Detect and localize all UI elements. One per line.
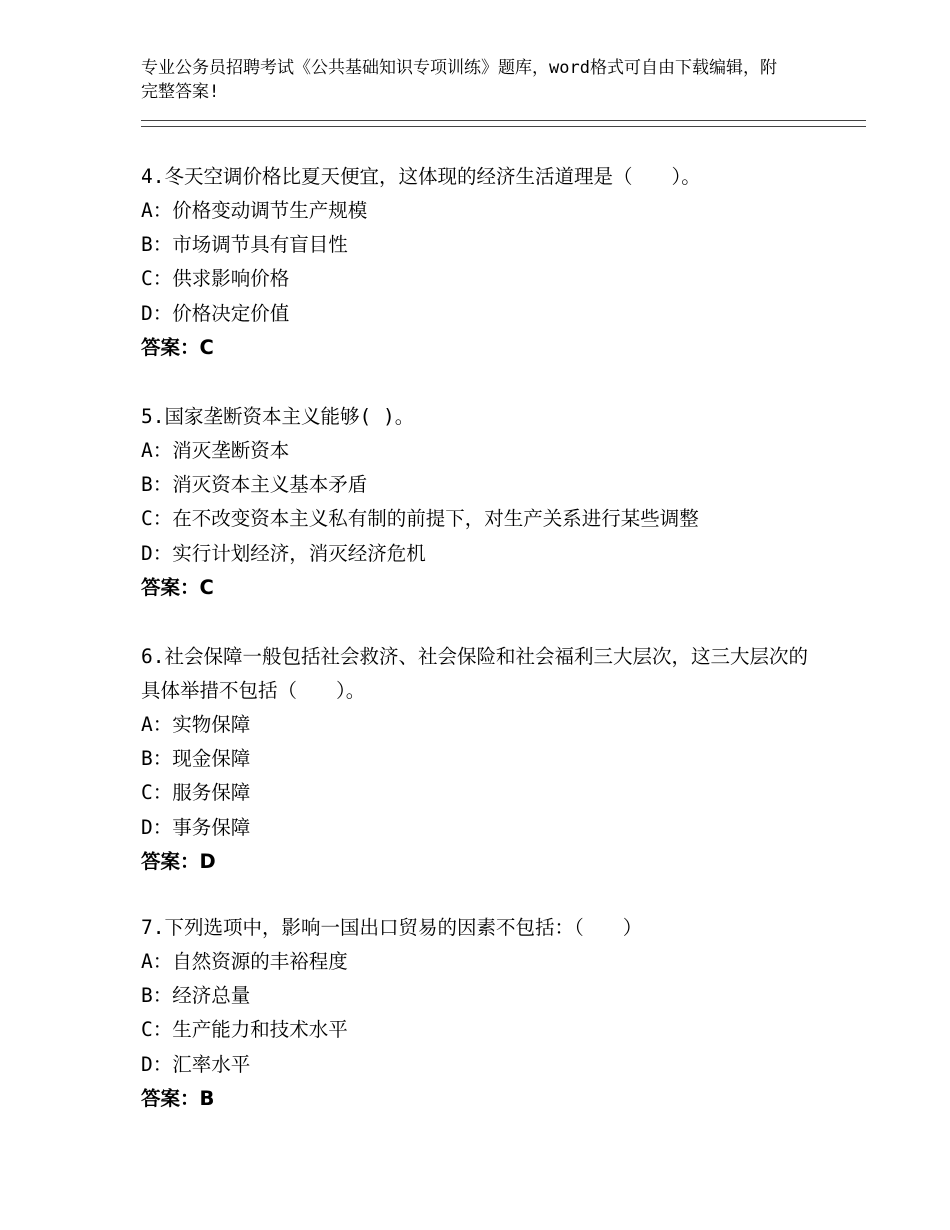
option-a: A：价格变动调节生产规模 <box>141 199 368 222</box>
option-d: D：汇率水平 <box>141 1052 251 1076</box>
option-a: A：消灭垄断资本 <box>141 439 290 462</box>
question-text: 5.国家垄断资本主义能够( )。 <box>141 405 415 428</box>
option-c: C：在不改变资本主义私有制的前提下，对生产关系进行某些调整 <box>141 507 699 531</box>
option-b: B：经济总量 <box>141 984 251 1008</box>
question-text: 7.下列选项中，影响一国出口贸易的因素不包括：（ ） <box>141 916 643 939</box>
option-d: D：价格决定价值 <box>141 301 290 325</box>
option-b: B：现金保障 <box>141 747 251 771</box>
answer: 答案：C <box>141 575 214 599</box>
question-block-5 <box>141 400 821 605</box>
option-a: A：实物保障 <box>141 713 251 736</box>
answer: 答案：B <box>141 1086 215 1110</box>
question-block-4 <box>141 160 821 365</box>
header-divider <box>141 120 866 127</box>
option-d: D：事务保障 <box>141 815 251 839</box>
question-block-7 <box>141 911 821 1116</box>
option-b: B：消灭资本主义基本矛盾 <box>141 473 368 497</box>
option-c: C：服务保障 <box>141 781 251 805</box>
answer: 答案：D <box>141 849 216 873</box>
option-c: C：供求影响价格 <box>141 267 290 291</box>
answer: 答案：C <box>141 335 214 359</box>
question-block-6 <box>141 640 821 879</box>
option-b: B：市场调节具有盲目性 <box>141 233 348 257</box>
question-text: 4.冬天空调价格比夏天便宜，这体现的经济生活道理是（ ）。 <box>141 165 701 188</box>
question-text: 6.社会保障一般包括社会救济、社会保险和社会福利三大层次，这三大层次的具体举措不包括（ ）。 <box>141 645 808 702</box>
document-header: 专业公务员招聘考试《公共基础知识专项训练》题库，word格式可自由下载编辑，附完整答案! <box>141 58 777 102</box>
option-c: C：生产能力和技术水平 <box>141 1018 348 1042</box>
option-d: D：实行计划经济，消灭经济危机 <box>141 541 426 565</box>
option-a: A：自然资源的丰裕程度 <box>141 950 348 973</box>
